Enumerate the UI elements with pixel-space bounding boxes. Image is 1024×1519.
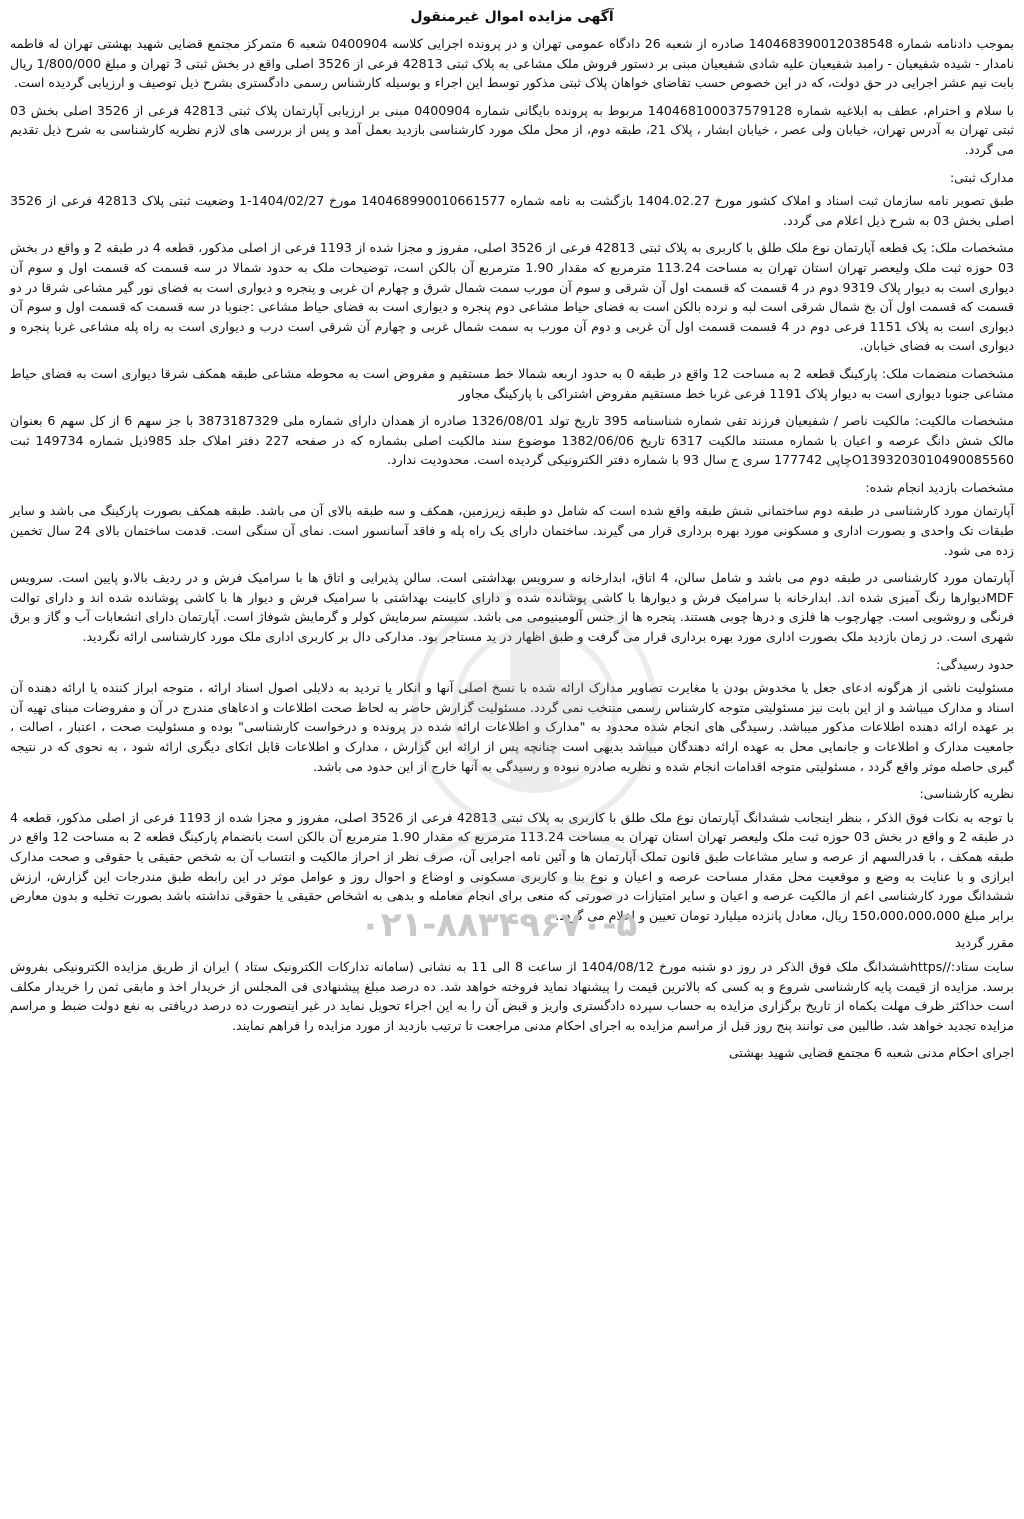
appraisal-request-paragraph: با سلام و احترام، عطف به ابلاغیه شماره 140468100037579128 مربوط به پرونده بایگانی شماره 0400904 مبنی بر ارزیابی آپارتمان پلاک ثبتی 42813 فرعی از 3526 اصلی بخش 03 ثبتی تهران به آدرس تهران، خیابان ولی عصر ، خیابان ابشار ، پلاک 21، طبقه دوم، از محل ملک مورد کارشناسی بازدید بعمل آمد و پس از بررسی های لازم نظریه کارشناسی به شرح ذیل تقدیم می گردد. (10, 102, 1015, 157)
inspection-heading: مشخصات بازدید انجام شده: (865, 479, 1014, 495)
expert-opinion-paragraph: با توجه به نکات فوق الذکر ، بنظر اینجانب ششدانگ آپارتمان نوع ملک طلق با کاربری به پلاک ثبتی 42813 فرعی از 3526 اصلی، مفروز و مجزا شده از 1193 فرعی از اصلی مذکور، قطعه 4 در طبقه 2 و واقع در بخش 03 حوزه ثبت ملک ولیعصر تهران استان تهران به مساحت 113.24 مترمربع که مقدار 1.90 مترمربع آن بالکن است بانضمام پارکینگ قطعه 2 به مساحت 12 واقع در طبقه همکف ، با قدرالسهم از عرصه و سایر مشاعات طبق قانون تملک آپارتمان ها و آئین نامه اجرایی آن، صرف نظر از احراز مالکیت و انتساب آن به شخص حقیقی یا حقوقی و صحت مدارک ابرازی و با عنایت به وضع و موقعیت محل مقدار مساحت عرصه و اعیان و نوع بنا و کاربری مسکونی و اوضاع و احوال روز و عوامل موثر در این رابطه طبق مندرجات این گزارش، ارزش ششدانگ مورد کارشناسی اعم از مالکیت عرصه و اعیان و سایر امتیازات در صورتی که منعی برای انجام معامله و بدهی به اشخاص حقیقی یا حقوقی نداشته باشد بصورت تخلیه و بدون معارض برابر مبلغ 150،000،000،000 ریال، معادل پانزده میلیارد تومان تعیین و اعلام می گردد. (10, 809, 1015, 923)
property-specs-paragraph: مشخصات ملک: یک قطعه آپارتمان نوع ملک طلق با کاربری به پلاک ثبتی 42813 فرعی از 3526 اصلی، مفروز و مجزا شده از 1193 فرعی از اصلی مذکور، قطعه 4 در طبقه 2 و واقع در بخش 03 حوزه ثبت ملک ولیعصر تهران استان تهران به مساحت 113.24 مترمربع که مقدار 1.90 مترمربع آن بالکن است، توضیحات ملک به حدود شمالا در سه قسمت که قسمت اول و سوم آن دیواری است به دیوار پلاک 9319 دوم در 4 قسمت که قسمت اول آن شرقی و سوم آن مورب سمت شمال شرق و چهارم ان غربی و پنجره و دیواری است به فضای نور گیر مشاعی شرقا در دو قسمت که قسمت اول آن بخ شمال شرقی است لبه و نرده بالکن است به فضای حیاط مشاعی دوم پنجره و دیواری است به فضای حیاط مشاعی :جنوبا در سه قسمت که قسمت اول و سوم آن دیواری است به پلاک 1151 فرعی دوم در 4 قسمت قسمت اول آن غربی و دوم آن مورب به سمت شمال غربی و چهارم آن شرقی است درب و دیواری است به راه پله مشاعی غربا پنجره و دیواری است به فضای خیابان. (10, 240, 1015, 354)
ownership-paragraph: مشخصات مالکیت: مالکیت ناصر / شفیعیان فرزند تقی شماره شناسنامه 395 تاریخ تولد 1326/08/01 صادره از همدان دارای شماره ملی 3873187329 با جز سهم 6 از کل سهم 6 بعنوان مالک شش دانگ عرصه و اعیان با شماره مستند مالکیت 6317 تاریخ 1382/06/06 موضوع سند مالکیت اصلی بشماره که در صفحه 227 دفتر املاک جلد 985ذیل شماره 149734 ثبت O1393203010490085560چاپی 177742 سری ج سال 93 با شماره دفتر الکترونیکی گردیده است. محدودیت ندارد. (10, 413, 1015, 468)
auction-terms-paragraph: سایت ستاد://httpsششدانگ ملک فوق الذکر در روز دو شنبه مورخ 1404/08/12 از ساعت 8 الی 11 به نشانی (سامانه تدارکات الکترونیک ستاد ) ایران از طریق مزایده الکترونیکی بفروش برسد. مزایده از قیمت پایه کارشناسی شروع و به کسی که بالاترین قیمت را پیشنهاد نماید فروخته خواهد شد. ده درصد مبلغ پیشنهادی فی المجلس از خریدار اخذ و مابقی ثمن را خریدار مکلف است حداکثر ظرف مهلت یکماه از تاریخ برگزاری مزایده به حساب سپرده دادگستری واریز و قبض آن را به این اجراء تحویل نماید در غیر اینصورت ده درصد دریافتی به نفع دولت ضبط و مراسم مزایده تجدید خواهد شد. طالبین می توانند پنج روز قبل از مراسم مزایده به اجرای احکام مدنی مراجعت تا ترتیب بازدید از مورد مزایده را فراهم نمایند. (10, 958, 1015, 1033)
watermark-phone: ۰۲۱-۸۸۳۴۹۶۷۰-۵ (360, 905, 638, 945)
expert-opinion-heading: نظریه کارشناسی: (919, 786, 1014, 802)
intro-paragraph: بموجب دادنامه شماره 140468390012038548 صادره از شعبه 26 دادگاه عمومی تهران و در پرونده اجرایی کلاسه 0400904 شعبه 6 متمرکز مجتمع قضایی شهید بهشتی تهران له فاطمه نامدار - شیده شفیعیان - رامبد شفیعیان علیه شادی شفیعیان مبنی بر دستور فروش ملک مشاعی به پلاک ثبتی 42813 فرعی از 3526 اصلی واقع در بخش ثبتی 3 تهران و مبلغ 1/800/000 ریال بابت نیم عشر اجرایی در حق دولت، که در این خصوص حسب تقاضای خواهان پلاک ثبتی مذکور توسط این اجراء و بوسیله کارشناس رسمی دادگستری بشرح ذیل توصیف و ارزیابی گردیده است. (10, 36, 1015, 91)
appurtenances-paragraph: مشخصات منضمات ملک: پارکینگ قطعه 2 به مساحت 12 واقع در طبقه 0 به حدود اربعه شمالا خط مستقیم و مفروض است به محوطه مشاعی طبقه همکف شرقا دیواری است به فضای حیاط مشاعی جنوبا دیواری است به دیوار پلاک 1191 فرعی غربا خط مستقیم مفروض اشتراکی با پارکینگ مجاور (10, 365, 1014, 401)
scope-heading: حدود رسیدگی: (936, 656, 1014, 672)
registration-docs-heading: مدارک ثبتی: (949, 169, 1014, 185)
issuer-signature: اجرای احکام مدنی شعبه 6 مجتمع قضایی شهید بهشتی (728, 1045, 1014, 1061)
building-description-paragraph: آپارتمان مورد کارشناسی در طبقه دوم ساختمانی شش طبقه واقع شده است که شامل دو طبقه زیرزمین، همکف و سه طبقه بالای آن می باشد. طبقه همکف بصورت پارکینگ می باشد و سایر طبقات تک واحدی و بصورت اداری و مسکونی مورد بهره برداری قرار می گیرند. ساختمان دارای یک راه پله و فاقد آسانسور است. نمای آن سنگی است. قدمت ساختمان بالای 24 سال تخمین زده می شود. (10, 503, 1014, 558)
scope-paragraph: مسئولیت ناشی از هرگونه ادعای جعل یا مخدوش بودن یا مغایرت تصاویر مدارک ارائه شده با نسخ اصلی آنها و انکار یا تردید به دلایلی اصول اسناد ارائه ، متوجه ابراز کننده یا ارائه دهنده آن اسناد و مدارک میباشد و از این بابت نیز مسئولیتی متوجه کارشناس رسمی منتخب نمی گردد. مسئولیت گزارش حاضر به لحاظ صحت اطلاعات و ادعاهای مندرج در آن و مفروضات مبنای تهیه آن بر عهده ارائه دهنده اطلاعات مذکور میباشد. رسیدگی های انجام شده محدود به "مدارک و اطلاعات ارائه شده در پرونده و درخواست کارشناسی" بوده و مسئولیت صحت ، اعتبار ، اصالت ، جامعیت مدارک و اطلاعات و جانمایی محل به عهده ارائه دهندگان میباشد بدیهی است چنانچه پس از ارائه این گزارش ، مدارک و اطلاعات قابل اتکای دیگری ارائه شود ، به نحوی که در نتیجه گیری حاصله موثر واقع گردد ، مسئولیتی متوجه اقدامات انجام شده و نظریه صادره نبوده و رسیدگی به آنها خارج از این حدود می باشد. (10, 680, 1014, 774)
notice-title: آگهی مزایده اموال غیرمنقول (410, 9, 614, 25)
registration-docs-paragraph: طبق تصویر نامه سازمان ثبت اسناد و املاک کشور مورخ 1404.02.27 بازگشت به نامه شماره 140468990010661577 مورخ 1404/02/27-1 وضعیت ثبتی پلاک 42813 فرعی از 3526 اصلی بخش 03 به شرح ذیل اعلام می گردد. (10, 193, 1014, 228)
unit-description-paragraph: آپارتمان مورد کارشناسی در طبقه دوم می باشد و شامل سالن، 4 اتاق، ابدارخانه و سرویس بهداشتی است. سالن پذیرایی و اتاق ها با سرامیک فرش و در ردیف بالا،و پایین است. سرویس MDFدیوارها رنگ آمیزی شده اند. ابدارخانه با سرامیک فرش و دیوارها با کاشی پوشانده شده و دارای کابینت بهداشتی با سرامیک فرش و دیوار ها با کاشی پوشانده شده اند و دارای توالت فرنگی و روشویی است. چهارچوب ها فلزی و درها چوبی هستند. پنجره ها از جنس آلومینیومی می باشد. سیستم سرمایش کولر و گرمایش شوفاژ است. آپارتمان دارای انشعابات آب و گاز و برق شهری است. در زمان بازدید ملک بصورت اداری مورد بهره برداری قرار می گرفت و طبق اظهار در ید مستاجر بود. مدارکی دال بر کاربری اداری ملک مورد کارشناسی ارائه نگردید. (10, 570, 1014, 645)
decision-heading: مقرر گردید (955, 935, 1014, 951)
